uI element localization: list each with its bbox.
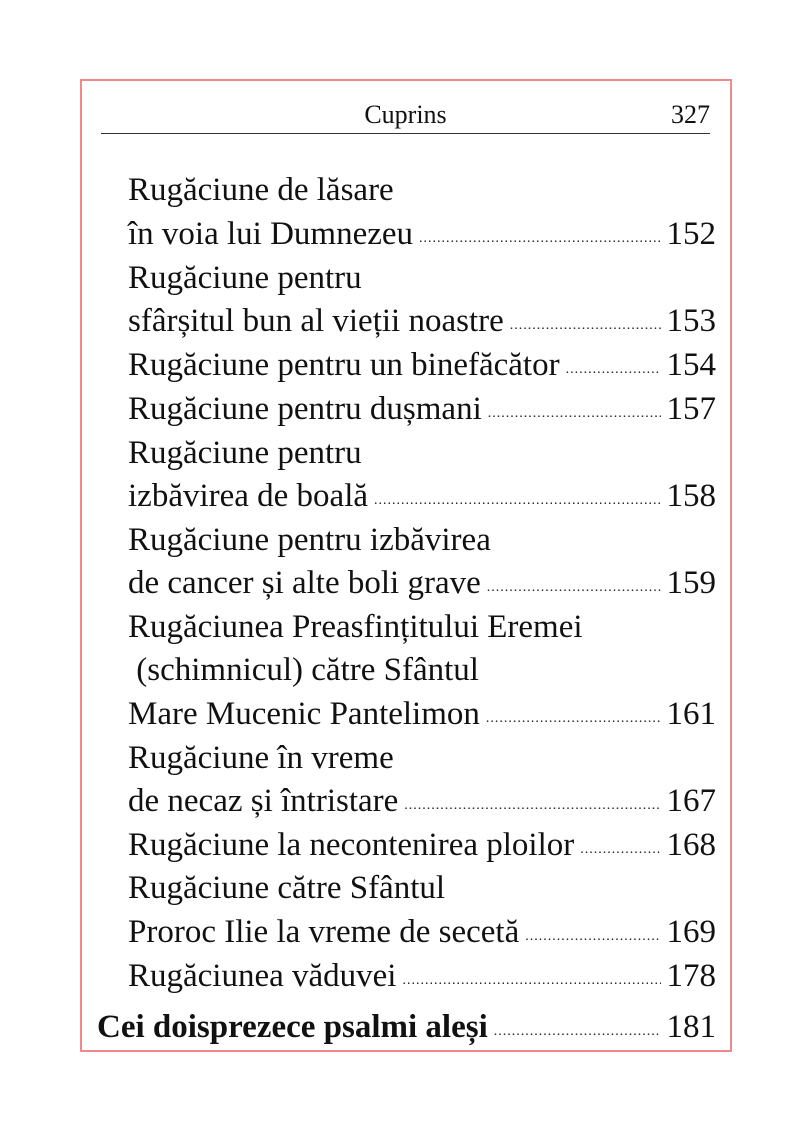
toc-line [128,518,491,562]
toc-section-title: Cei doisprezece psalmi aleși [97,1009,488,1045]
toc-line[interactable] [128,561,716,605]
toc-line [128,605,583,649]
toc-page-number: 152 [666,216,716,252]
toc-page-number: 158 [666,478,716,514]
toc-page-number: 168 [666,827,716,863]
header-title: Cuprins [364,100,447,129]
leader-dots [525,915,660,959]
leader-dots [402,959,660,1003]
toc-entry-title: Mare Mucenic Pantelimon [128,696,480,732]
toc-line [128,648,479,692]
toc-entry-title: Rugăciune pentru un binefăcător [128,347,560,383]
toc-entry-title: Rugăciune la necontenirea ploilor [128,827,575,863]
toc-entry-title: Rugăciunea văduvei [128,958,397,994]
toc-entry-title: izbăvirea de boală [128,478,369,514]
toc-page-number: 181 [666,1009,716,1045]
toc-entry-title: Rugăciune pentru izbăvirea [128,522,491,558]
toc-line[interactable] [128,212,716,256]
toc-page-number: 161 [666,696,716,732]
leader-dots [488,392,661,436]
toc-entry-title: Rugăciune către Sfântul [128,870,446,906]
toc-entry-title: (schimnicul) către Sfântul [128,652,479,688]
toc-entry-title: Proroc Ilie la vreme de secetă [128,914,520,950]
toc-line[interactable] [128,954,716,998]
toc-line[interactable] [128,343,716,387]
leader-dots [580,828,660,872]
toc-line[interactable] [128,692,716,736]
toc-page-number: 169 [666,914,716,950]
toc-line[interactable] [128,474,716,518]
toc-entry-title: Rugăciune pentru dușmani [128,391,482,427]
leader-dots [486,697,661,741]
toc-line [128,866,445,910]
toc-page-number: 153 [666,303,716,339]
toc-line[interactable] [128,779,716,823]
leader-dots [419,217,660,261]
leader-dots [404,784,660,828]
toc-page-number: 157 [666,391,716,427]
toc-line[interactable] [128,299,716,343]
toc-line[interactable] [128,387,716,431]
toc-page-number: 167 [666,783,716,819]
toc-section-line[interactable] [97,1005,716,1049]
toc-entry-title: sfârșitul bun al vieții noastre [128,303,504,339]
toc-entry-title: Rugăciune de lăsare [128,172,394,208]
toc-entry-title: de cancer și alte boli grave [128,565,481,601]
toc-line [128,736,394,780]
toc-entry-title: Rugăciune în vreme [128,740,394,776]
toc-line [128,256,362,300]
header-page-number: 327 [671,100,710,129]
toc-entry-title: Rugăciune pentru [128,435,362,471]
toc-page-number: 154 [666,347,716,383]
leader-dots [494,1010,661,1054]
leader-dots [487,566,661,610]
leader-dots [566,348,661,392]
toc-page-number: 159 [666,565,716,601]
leader-dots [374,479,660,523]
toc-line[interactable] [128,823,716,867]
leader-dots [510,304,661,348]
toc-line[interactable] [128,910,716,954]
toc-line [128,431,362,475]
toc-entry-title: Rugăciune pentru [128,260,362,296]
toc-page-number: 178 [666,958,716,994]
toc-entry-title: în voia lui Dumnezeu [128,216,414,252]
toc-entry-title: Rugăciunea Preasfințitului Eremei [128,609,583,645]
toc-entry-title: de necaz și întristare [128,783,399,819]
